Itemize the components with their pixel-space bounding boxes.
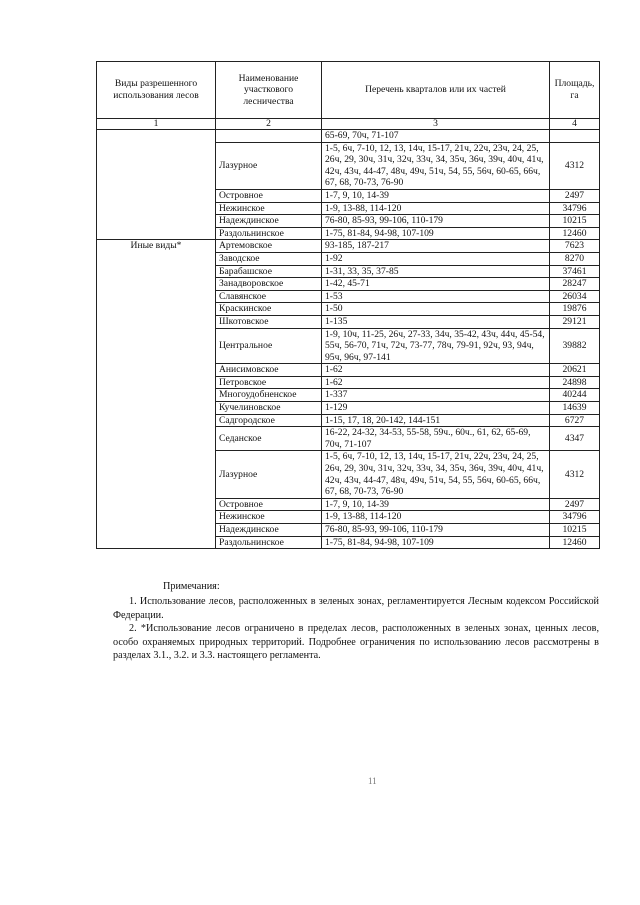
forestry-name-cell: Седанское: [216, 427, 322, 451]
column-number: 2: [216, 119, 322, 130]
quarters-cell: 1-129: [322, 402, 550, 415]
header-area: Площадь, га: [550, 62, 600, 119]
column-number: 1: [97, 119, 216, 130]
quarters-cell: 1-135: [322, 315, 550, 328]
quarters-cell: 1-9, 13-88, 114-120: [322, 202, 550, 215]
column-number: 3: [322, 119, 550, 130]
quarters-cell: 1-50: [322, 303, 550, 316]
forestry-name-cell: Петровское: [216, 376, 322, 389]
area-cell: 8270: [550, 252, 600, 265]
area-cell: 34796: [550, 202, 600, 215]
area-cell: 4312: [550, 451, 600, 498]
quarters-cell: 1-62: [322, 364, 550, 377]
forestry-name-cell: Анисимовское: [216, 364, 322, 377]
area-cell: 26034: [550, 290, 600, 303]
area-cell: 10215: [550, 524, 600, 537]
area-cell: 40244: [550, 389, 600, 402]
area-cell: [550, 130, 600, 143]
area-cell: 37461: [550, 265, 600, 278]
forestry-name-cell: Центральное: [216, 328, 322, 364]
area-cell: 2497: [550, 498, 600, 511]
area-cell: 20621: [550, 364, 600, 377]
quarters-cell: 1-15, 17, 18, 20-142, 144-151: [322, 414, 550, 427]
quarters-cell: 76-80, 85-93, 99-106, 110-179: [322, 215, 550, 228]
area-cell: 10215: [550, 215, 600, 228]
quarters-cell: 1-42, 45-71: [322, 278, 550, 291]
quarters-cell: 1-75, 81-84, 94-98, 107-109: [322, 536, 550, 549]
forestry-name-cell: Краскинское: [216, 303, 322, 316]
forestry-name-cell: Нежинское: [216, 202, 322, 215]
area-cell: 14639: [550, 402, 600, 415]
area-cell: 28247: [550, 278, 600, 291]
use-kind-cell: Иные виды*: [97, 240, 216, 549]
header-quarters: Перечень кварталов или их частей: [322, 62, 550, 119]
area-cell: 7623: [550, 240, 600, 253]
quarters-cell: 1-53: [322, 290, 550, 303]
area-cell: 4347: [550, 427, 600, 451]
forestry-name-cell: Надеждинское: [216, 215, 322, 228]
area-cell: 29121: [550, 315, 600, 328]
forestry-name-cell: Шкотовское: [216, 315, 322, 328]
quarters-cell: 1-31, 33, 35, 37-85: [322, 265, 550, 278]
column-number-row: [97, 119, 600, 130]
area-cell: 34796: [550, 511, 600, 524]
header-row: [97, 62, 600, 119]
table-row: [97, 130, 600, 143]
quarters-cell: 1-337: [322, 389, 550, 402]
forestry-name-cell: Лазурное: [216, 142, 322, 189]
column-number: 4: [550, 119, 600, 130]
quarters-cell: 1-9, 13-88, 114-120: [322, 511, 550, 524]
header-forestry: Наименование участкового лесничества: [216, 62, 322, 119]
forestry-name-cell: Лазурное: [216, 451, 322, 498]
forestry-name-cell: Нежинское: [216, 511, 322, 524]
note-item: 1. Использование лесов, расположенных в зеленых зонах, регламентируется Лесным кодексом Российской Федерации.: [113, 596, 599, 621]
forestry-name-cell: Заводское: [216, 252, 322, 265]
quarters-cell: 16-22, 24-32, 34-53, 55-58, 59ч., 60ч., 61, 62, 65-69, 70ч, 71-107: [322, 427, 550, 451]
forestry-name-cell: Островное: [216, 498, 322, 511]
forestry-name-cell: Островное: [216, 189, 322, 202]
forestry-name-cell: Раздольнинское: [216, 536, 322, 549]
forestry-name-cell: Садгородское: [216, 414, 322, 427]
area-cell: 19876: [550, 303, 600, 316]
quarters-cell: 1-75, 81-84, 94-98, 107-109: [322, 227, 550, 240]
quarters-cell: 1-62: [322, 376, 550, 389]
page-mark: 11: [368, 776, 377, 786]
quarters-cell: 1-9, 10ч, 11-25, 26ч, 27-33, 34ч, 35-42, 43ч, 44ч, 45-54, 55ч, 56-70, 71ч, 72ч, 73-77, 78ч, 79-91, 92ч, 93, 94ч, 95ч, 96ч, 97-141: [322, 328, 550, 364]
notes-section: [113, 580, 599, 662]
forest-use-table: [96, 61, 600, 549]
forestry-name-cell: Многоудобненское: [216, 389, 322, 402]
forestry-name-cell: Надеждинское: [216, 524, 322, 537]
table-row: [97, 240, 600, 253]
note-item: 2. *Использование лесов ограничено в пределах лесов, расположенных в зеленых зонах, ценных лесов, особо охраняемых природных территорий. Подробнее ограничения по использованию лесов рассмотрены в разделах 3.1., 3.2. и 3.3. настоящего регламента.: [113, 623, 599, 662]
header-kind: Виды разрешенного использования лесов: [97, 62, 216, 119]
quarters-cell: 1-5, 6ч, 7-10, 12, 13, 14ч, 15-17, 21ч, 22ч, 23ч, 24, 25, 26ч, 29, 30ч, 31ч, 32ч, 33ч, 34, 35ч, 36ч, 39ч, 40ч, 41ч, 42ч, 43ч, 44-47, 48ч, 49ч, 51ч, 54, 55, 56ч, 60-65, 66ч, 67, 68, 70-73, 76-90: [322, 142, 550, 189]
forestry-name-cell: Артемовское: [216, 240, 322, 253]
quarters-cell: 1-7, 9, 10, 14-39: [322, 498, 550, 511]
quarters-cell: 1-92: [322, 252, 550, 265]
forestry-name-cell: Кучелиновское: [216, 402, 322, 415]
area-cell: 12460: [550, 536, 600, 549]
area-cell: 6727: [550, 414, 600, 427]
quarters-cell: 93-185, 187-217: [322, 240, 550, 253]
forestry-name-cell: Славянское: [216, 290, 322, 303]
area-cell: 2497: [550, 189, 600, 202]
area-cell: 4312: [550, 142, 600, 189]
use-kind-cell: [97, 130, 216, 240]
forestry-name-cell: [216, 130, 322, 143]
quarters-cell: 1-5, 6ч, 7-10, 12, 13, 14ч, 15-17, 21ч, 22ч, 23ч, 24, 25, 26ч, 29, 30ч, 31ч, 32ч, 33ч, 34, 35ч, 36ч, 39ч, 40ч, 41ч, 42ч, 43ч, 44-47, 48ч, 49ч, 51ч, 54, 55, 56ч, 60-65, 66ч, 67, 68, 70-73, 76-90: [322, 451, 550, 498]
forestry-name-cell: Занадворовское: [216, 278, 322, 291]
area-cell: 39882: [550, 328, 600, 364]
forestry-name-cell: Раздольнинское: [216, 227, 322, 240]
notes-heading: Примечания:: [163, 581, 220, 592]
quarters-cell: 65-69, 70ч, 71-107: [322, 130, 550, 143]
area-cell: 12460: [550, 227, 600, 240]
area-cell: 24898: [550, 376, 600, 389]
quarters-cell: 76-80, 85-93, 99-106, 110-179: [322, 524, 550, 537]
forestry-name-cell: Барабашское: [216, 265, 322, 278]
table-body: [97, 130, 600, 549]
quarters-cell: 1-7, 9, 10, 14-39: [322, 189, 550, 202]
